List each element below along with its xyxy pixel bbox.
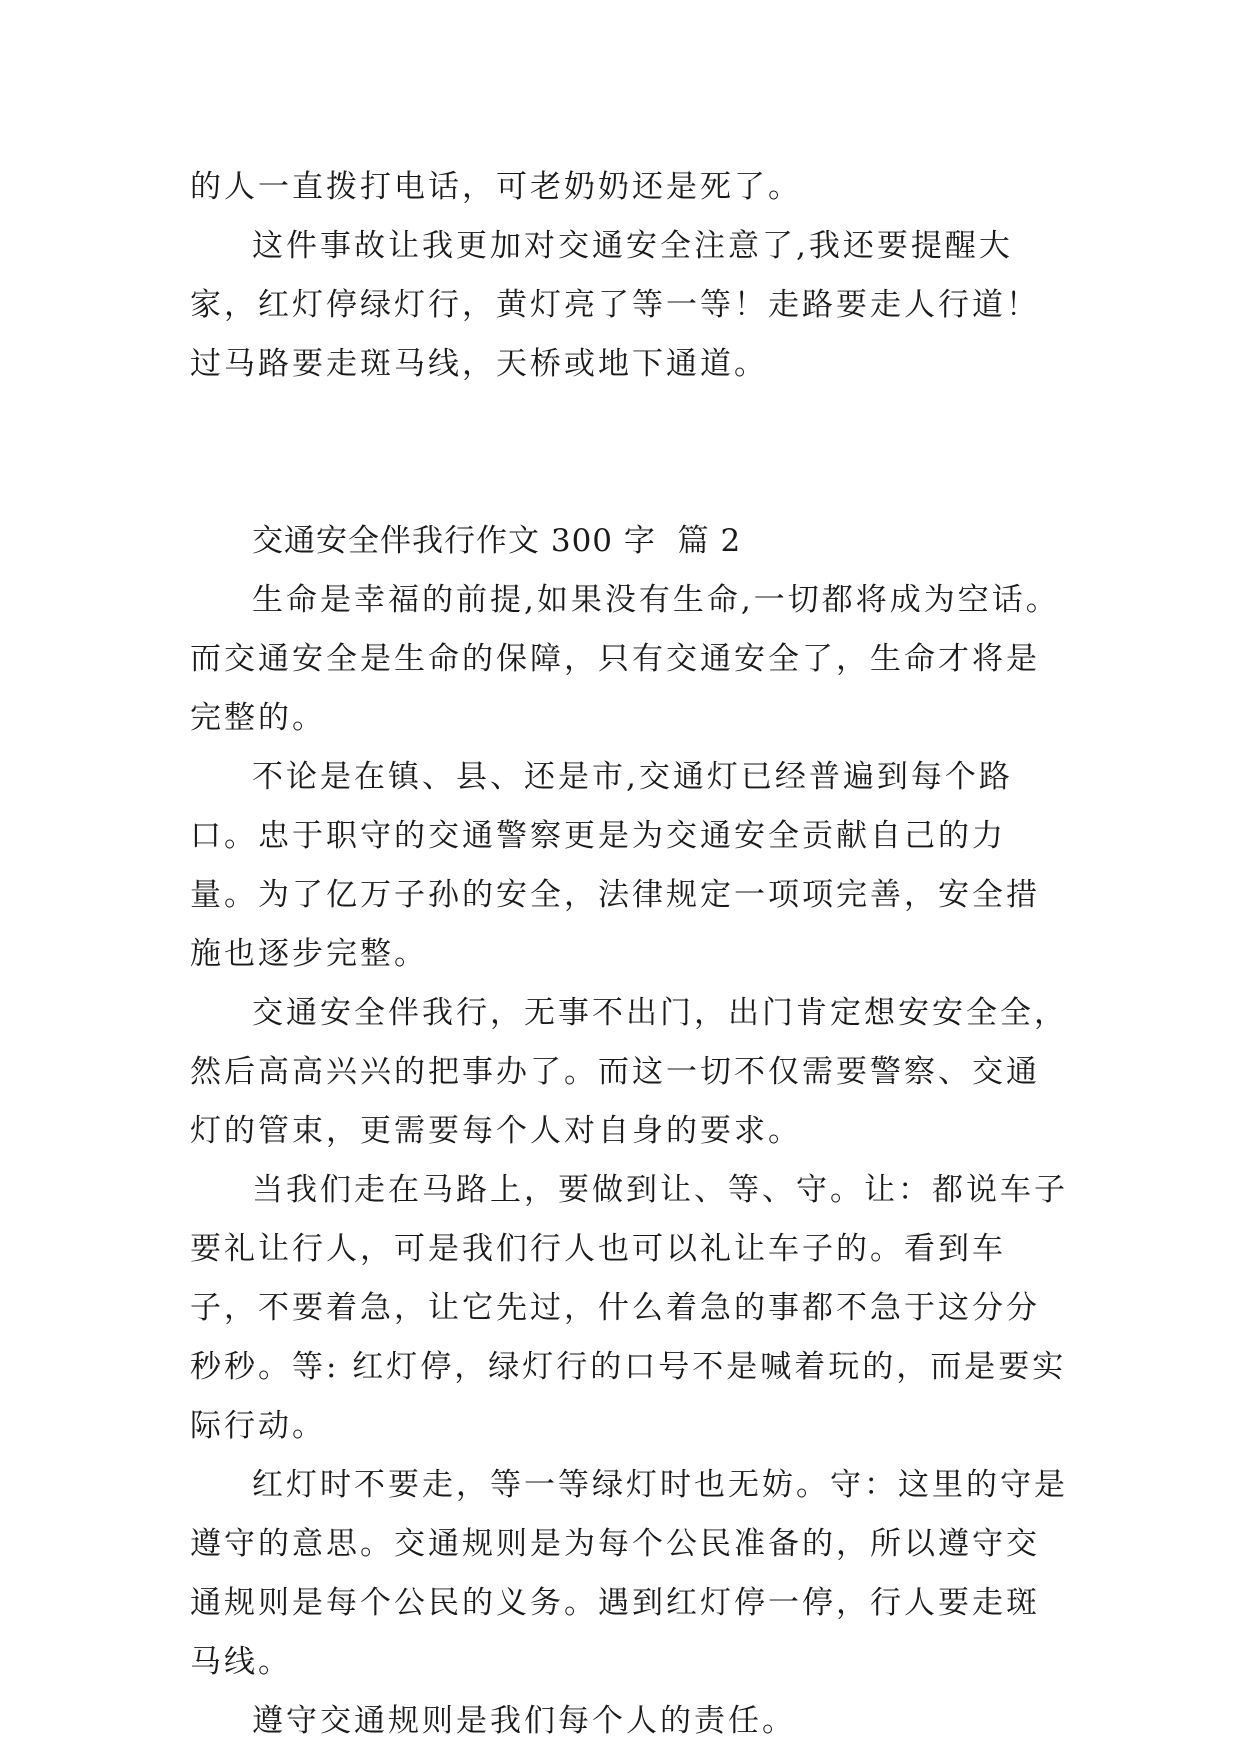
section-heading: 交通安全伴我行作文 300 字 篇 2 (252, 523, 742, 559)
paragraph: 不论是在镇、县、还是市,交通灯已经普遍到每个路口。忠于职守的交通警察更是为交通安全贡献自己的力量。为了亿万子孙的安全，法律规定一项项完善，安全措施也逐步完整。 (190, 759, 1040, 972)
paragraph: 红灯时不要走，等一等绿灯时也无妨。守：这里的守是遵守的意思。交通规则是为每个公民准备的，所以遵守交通规则是每个公民的义务。遇到红灯停一停，行人要走斑马线。 (190, 1467, 1068, 1680)
paragraph: 当我们走在马路上，要做到让、等、守。让：都说车子要礼让行人，可是我们行人也可以礼让车子的。看到车子，不要着急，让它先过，什么着急的事都不急于这分分秒秒。等: 红灯停，绿灯行的口号不是喊着玩的，而是要实际行动。 (190, 1172, 1068, 1444)
paragraph: 交通安全伴我行，无事不出门，出门肯定想安安全全，然后高高兴兴的把事办了。而这一切不仅需要警察、交通灯的管束，更需要每个人对自身的要求。 (190, 995, 1068, 1149)
paragraph: 遵守交通规则是我们每个人的责任。 (252, 1703, 796, 1739)
paragraph: 生命是幸福的前提,如果没有生命,一切都将成为空话。而交通安全是生命的保障，只有交通安全了，生命才将是完整的。 (190, 582, 1060, 736)
paragraph: 的人一直拨打电话，可老奶奶还是死了。 (190, 169, 802, 205)
document-body (190, 158, 1070, 1751)
paragraph: 这件事故让我更加对交通安全注意了,我还要提醒大家，红灯停绿灯行，黄灯亮了等一等！走路要走人行道！过马路要走斑马线，天桥或地下通道。 (190, 228, 1040, 382)
section-gap (190, 394, 1070, 512)
